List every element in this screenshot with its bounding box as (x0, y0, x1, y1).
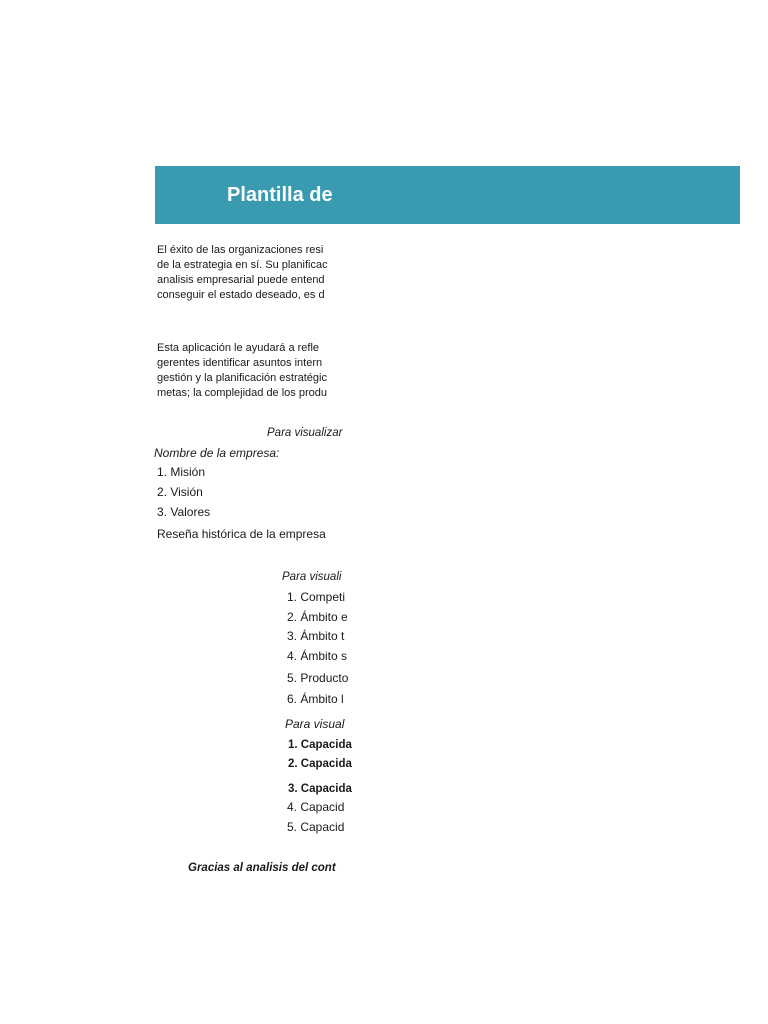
company-history-label: Reseña histórica de la empresa (157, 527, 326, 541)
text-line: El éxito de las organizaciones resi (157, 244, 324, 256)
list-item: 3. Ámbito t (287, 629, 345, 643)
section-hint-2: Para visuali (282, 571, 342, 583)
list-item: 5. Producto (287, 671, 349, 685)
list-item: 1. Competi (287, 590, 346, 604)
content-column (0, 0, 352, 1024)
list-item: 6. Ámbito l (287, 692, 344, 706)
list-item-valores: 3. Valores (157, 505, 211, 519)
list-item: 5. Capacid (287, 820, 345, 834)
list-item: 4. Ámbito s (287, 649, 348, 663)
list-item-mision: 1. Misión (157, 465, 206, 479)
text-line: gerentes identificar asuntos intern (157, 357, 323, 369)
text-line: conseguir el estado deseado, es d (157, 289, 325, 301)
closing-text: Gracias al analisis del cont (188, 862, 336, 874)
text-line: analisis empresarial puede entend (157, 274, 325, 286)
list-item-bold: 1. Capacida (288, 739, 352, 751)
section-hint-3: Para visual (285, 717, 345, 731)
list-item: 2. Ámbito e (287, 610, 348, 624)
section-hint-1: Para visualizar (267, 427, 343, 439)
page-title: Plantilla de (227, 184, 333, 206)
list-item-bold: 2. Capacida (288, 758, 352, 770)
text-line: Esta aplicación le ayudará a refle (157, 342, 320, 354)
text-line: de la estrategia en sí. Su planificac (157, 259, 328, 271)
company-name-label: Nombre de la empresa: (154, 446, 280, 460)
text-line: gestión y la planificación estratégic (157, 372, 327, 384)
list-item-bold: 3. Capacida (288, 783, 352, 795)
text-line: metas; la complejidad de los produ (157, 387, 327, 399)
list-item-vision: 2. Visión (157, 485, 203, 499)
list-item: 4. Capacid (287, 800, 345, 814)
